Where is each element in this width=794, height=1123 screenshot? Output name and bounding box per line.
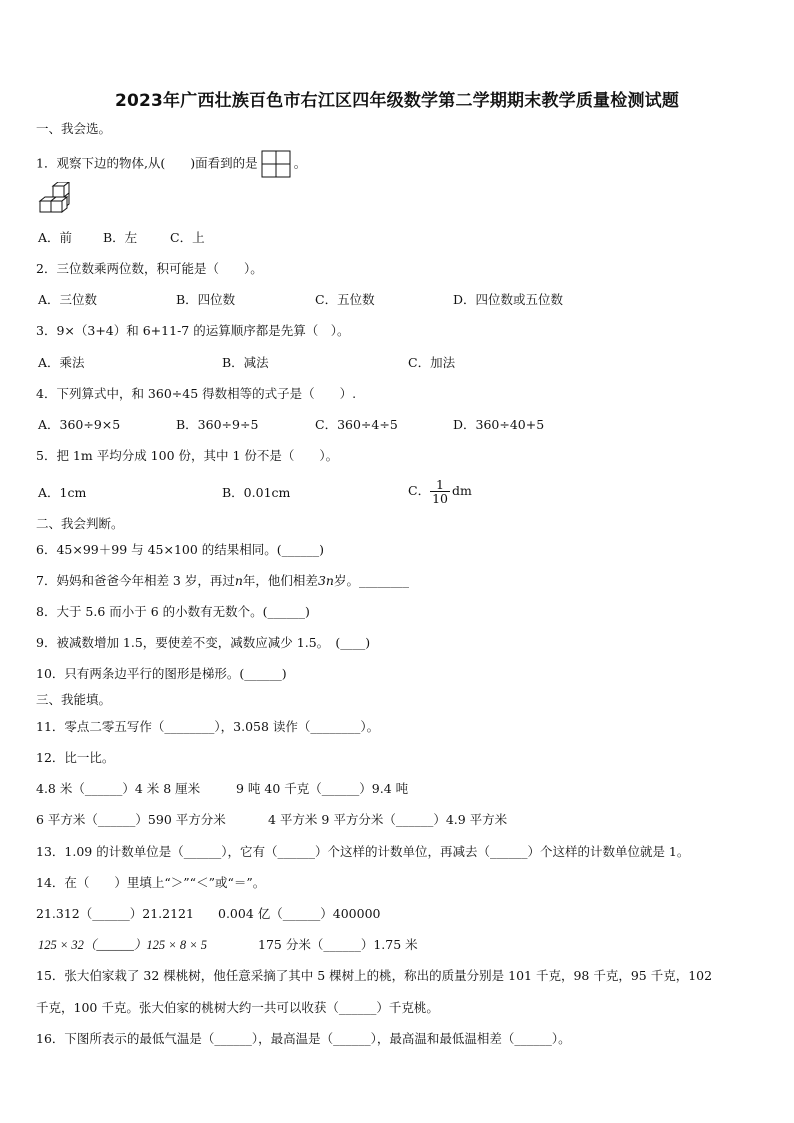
q12-compare-3: 6 平方米（______）590 平方分米	[36, 812, 226, 827]
question-4: 4．下列算式中，和 360÷45 得数相等的式子是（ ）.	[36, 386, 357, 401]
question-7-text-c: 岁。________	[333, 573, 409, 588]
q12-compare-2: 9 吨 40 千克（______）9.4 吨	[236, 781, 409, 796]
fraction-unit: dm	[451, 483, 472, 498]
q2-option-b: B．四位数	[176, 292, 236, 307]
q5-option-b: B．0.01cm	[222, 485, 291, 500]
question-15-line-2: 千克，100 千克。张大伯家的桃树大约一共可以收获（______）千克桃。	[36, 1000, 439, 1015]
question-7-text-a: 7．妈妈和爸爸今年相差 3 岁，再过	[36, 573, 235, 588]
question-3: 3．9×（3+4）和 6+11-7 的运算顺序都是先算（ ）。	[36, 323, 350, 338]
question-12: 12．比一比。	[36, 750, 115, 765]
q4-option-a: A．360÷9×5	[38, 417, 121, 432]
cube-stack-icon	[36, 182, 72, 221]
top-view-icon	[261, 150, 291, 178]
section-heading-2: 二、我会判断。	[36, 516, 124, 531]
q2-option-d: D．四位数或五位数	[453, 292, 564, 307]
question-10: 10．只有两条边平行的图形是梯形。(______)	[36, 666, 287, 681]
q2-option-a: A．三位数	[38, 292, 98, 307]
question-1-end: 。	[293, 155, 307, 171]
q14-compare-4: 175 分米（______）1.75 米	[258, 937, 418, 952]
q1-option-a: A．前	[38, 230, 73, 245]
question-7	[36, 572, 409, 590]
q14-compare-1: 21.312（______）21.2121	[36, 906, 194, 921]
question-2: 2．三位数乘两位数，积可能是（ ）。	[36, 261, 263, 276]
question-9: 9．被减数增加 1.5，要使差不变，减数应减少 1.5。 (____)	[36, 635, 371, 650]
variable-3n: 3n	[317, 573, 334, 588]
question-6: 6．45×99＋99 与 45×100 的结果相同。(______)	[36, 542, 325, 557]
question-14: 14．在（ ）里填上“＞”“＜”或“＝”。	[36, 875, 266, 890]
variable-n: n	[234, 573, 243, 588]
q3-option-b: B．减法	[222, 355, 269, 370]
fraction-denominator: 10	[432, 491, 448, 506]
q2-option-c: C．五位数	[315, 292, 375, 307]
q1-option-c: C．上	[170, 230, 205, 245]
question-5: 5．把 1m 平均分成 100 份，其中 1 份不是（ ）。	[36, 448, 339, 463]
q4-option-c: C．360÷4÷5	[315, 417, 398, 432]
question-1-text: 1．观察下边的物体,从( )面看到的是	[36, 155, 258, 171]
question-15-line-1: 15．张大伯家栽了 32 棵桃树，他任意采摘了其中 5 棵树上的桃，称出的质量分别是 101 千克，98 千克，95 千克，102	[36, 968, 713, 983]
q1-option-b: B．左	[103, 230, 138, 245]
q3-option-a: A．乘法	[38, 355, 85, 370]
question-8: 8．大于 5.6 而小于 6 的小数有无数个。(______)	[36, 604, 310, 619]
fraction-one-tenth	[430, 478, 450, 505]
question-1	[36, 150, 306, 178]
q12-compare-4: 4 平方米 9 平方分米（______）4.9 平方米	[268, 812, 508, 827]
q3-option-c: C．加法	[408, 355, 456, 370]
q5-option-c	[408, 471, 472, 511]
question-16: 16．下图所表示的最低气温是（______），最高温是（______），最高温和最低温相差（______）。	[36, 1031, 571, 1046]
question-11: 11．零点二零五写作（________），3.058 读作（________）。	[36, 719, 380, 734]
q14-compare-3: 125 × 32（______）125 × 8 × 5	[38, 938, 208, 952]
question-7-text-b: 年，他们相差	[242, 573, 318, 588]
section-heading-3: 三、我能填。	[36, 692, 112, 707]
q4-option-d: D．360÷40+5	[453, 417, 545, 432]
fraction-numerator: 1	[430, 478, 450, 492]
q5-option-a: A．1cm	[38, 485, 87, 500]
q5-option-c-label: C．	[408, 483, 431, 498]
question-13: 13．1.09 的计数单位是（______），它有（______）个这样的计数单位，再减去（______）个这样的计数单位就是 1。	[36, 844, 690, 859]
q12-compare-1: 4.8 米（______）4 米 8 厘米	[36, 781, 201, 796]
q4-option-b: B．360÷9÷5	[176, 417, 259, 432]
page-title: 2023年广西壮族百色市右江区四年级数学第二学期期末教学质量检测试题	[114, 91, 680, 111]
section-heading-1: 一、我会选。	[36, 121, 112, 136]
q14-compare-2: 0.004 亿（______）400000	[218, 906, 381, 921]
